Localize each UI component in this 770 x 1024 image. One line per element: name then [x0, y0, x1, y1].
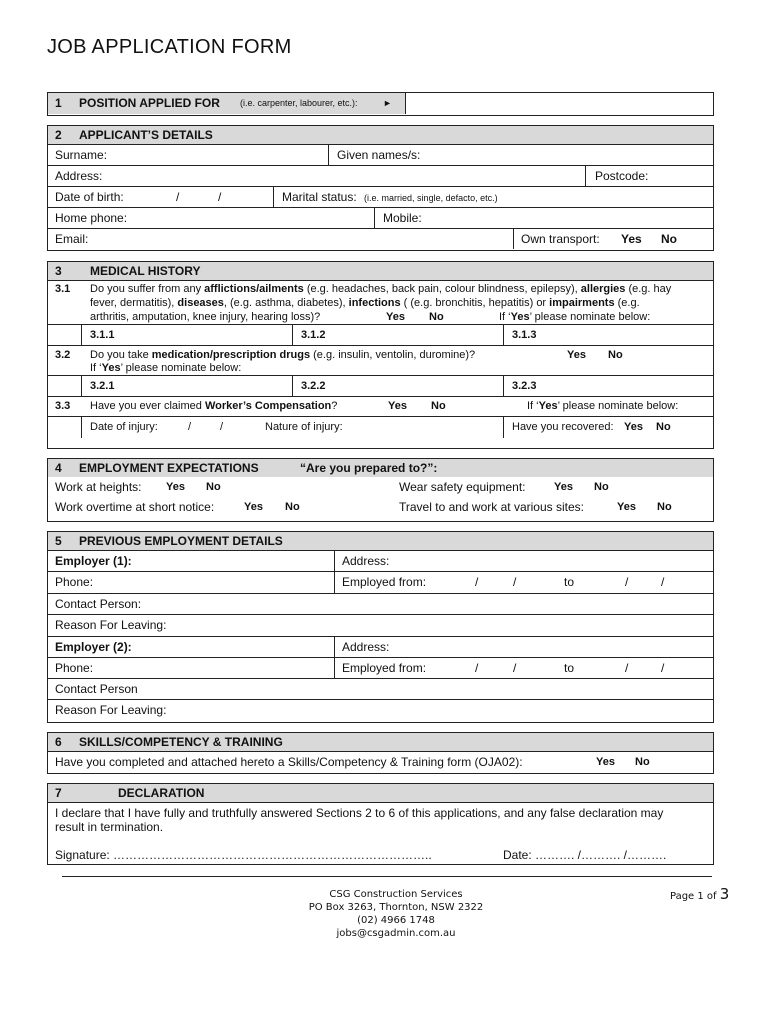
date-separator: / [513, 661, 517, 675]
heights-no-option[interactable]: No [206, 481, 221, 493]
date-separator: / [176, 190, 180, 204]
given-names-field[interactable] [328, 145, 713, 165]
transport-yes-option[interactable]: Yes [621, 232, 642, 246]
employer2-address-field[interactable]: Address: [334, 637, 713, 657]
overtime-no-option[interactable]: No [285, 501, 300, 513]
skills-no-option[interactable]: No [635, 756, 650, 768]
section-position [47, 92, 714, 116]
q32-yes-option[interactable]: Yes [567, 349, 586, 361]
home-phone-field[interactable] [48, 208, 374, 228]
section-declaration [47, 783, 714, 865]
date-separator: / [220, 421, 224, 433]
email-address: jobs@csgadmin.com.au [336, 928, 456, 939]
q32-no-option[interactable]: No [608, 349, 623, 361]
answer-field-323[interactable]: 3.2.3 [503, 376, 713, 396]
email-field[interactable] [48, 229, 513, 249]
question-text: arthritis, amputation, knee injury, hearing loss)? [90, 311, 321, 323]
home-phone-label: Home phone: [55, 211, 128, 225]
heights-yes-option[interactable]: Yes [166, 481, 185, 493]
postcode-field[interactable] [585, 166, 713, 186]
question-text: Do you take medication/prescription drugs (e.g. insulin, ventolin, duromine)? [90, 349, 476, 361]
section-expectations [47, 458, 714, 522]
employer2-reason-field[interactable]: Reason For Leaving: [48, 699, 713, 720]
date-separator: / [218, 190, 222, 204]
employer1-address-field[interactable]: Address: [334, 551, 713, 571]
section-label: EMPLOYMENT EXPECTATIONS [79, 461, 259, 475]
travel-label: Travel to and work at various sites: [399, 500, 584, 514]
dob-field[interactable] [48, 187, 273, 207]
question-text: Have you ever claimed Worker’s Compensation? [90, 400, 338, 412]
recovered-label: Have you recovered: [512, 421, 614, 433]
marital-field[interactable] [273, 187, 713, 207]
given-names-label: Given names/s: [337, 148, 421, 162]
dob-label: Date of birth: [55, 190, 124, 204]
surname-label: Surname: [55, 148, 108, 162]
q33-no-option[interactable]: No [431, 400, 446, 412]
question-number: 3.1 [55, 283, 71, 295]
skills-question: Have you completed and attached hereto a Skills/Competency & Training form (OJA02): [55, 755, 523, 769]
position-field[interactable] [405, 93, 713, 114]
answer-field-321[interactable]: 3.2.1 [81, 376, 292, 396]
question-text: Do you suffer from any afflictions/ailments (e.g. headaches, back pain, colour blindness, epilepsy), allergies (e.g. hay [90, 283, 672, 295]
section-number: 7 [55, 786, 62, 800]
section-label: APPLICANT’S DETAILS [79, 128, 213, 142]
q33-yes-option[interactable]: Yes [388, 400, 407, 412]
date-separator: / [661, 661, 665, 675]
section-number: 3 [55, 264, 62, 278]
employer2-contact-field[interactable]: Contact Person [48, 678, 713, 699]
footer-contact [246, 888, 546, 940]
employer1-contact-field[interactable]: Contact Person: [48, 593, 713, 614]
section-medical [47, 261, 714, 449]
company-name: CSG Construction Services [329, 889, 463, 900]
date-separator: / [188, 421, 192, 433]
transport-label: Own transport: [521, 232, 600, 246]
overtime-yes-option[interactable]: Yes [244, 501, 263, 513]
section-previous-employment [47, 531, 714, 723]
q31-no-option[interactable]: No [429, 311, 444, 323]
section-number: 2 [55, 128, 62, 142]
page-number: Page 1 of 3 [670, 885, 730, 903]
section-number: 6 [55, 735, 62, 749]
question-number: 3.2 [55, 349, 71, 361]
employer1-phone-field[interactable]: Phone: [55, 575, 94, 589]
injury-date-field[interactable]: Date of injury: / / [81, 417, 257, 438]
section-label: PREVIOUS EMPLOYMENT DETAILS [79, 534, 283, 548]
question-text: fever, dermatitis), diseases, (e.g. asthma, diabetes), infections ( (e.g. bronchitis, hepatitis) or impairments (e.g. [90, 297, 640, 309]
heights-label: Work at heights: [55, 480, 142, 494]
page-title: JOB APPLICATION FORM [47, 36, 292, 58]
employer2-phone-field[interactable]: Phone: [55, 661, 94, 675]
date-field[interactable]: Date: ………. /………. /………. [503, 848, 667, 862]
prepared-label: “Are you prepared to?”: [300, 461, 438, 475]
section-number: 5 [55, 534, 62, 548]
section-label: MEDICAL HISTORY [90, 264, 201, 278]
section-label: SKILLS/COMPETENCY & TRAINING [79, 735, 283, 749]
employer2-dates-field[interactable]: Employed from: / / to / / [334, 658, 713, 678]
date-separator: / [625, 575, 629, 589]
address-field[interactable] [48, 166, 585, 186]
nominate-text: If ‘Yes’ please nominate below: [499, 311, 651, 323]
marital-hint: (i.e. married, single, defacto, etc.) [364, 193, 498, 203]
to-label: to [564, 575, 575, 589]
recovered-no-option[interactable]: No [656, 421, 671, 433]
safety-no-option[interactable]: No [594, 481, 609, 493]
employer1-reason-field[interactable]: Reason For Leaving: [48, 614, 713, 636]
answer-field-313[interactable]: 3.1.3 [503, 325, 713, 345]
date-separator: / [475, 661, 479, 675]
date-separator: / [513, 575, 517, 589]
nominate-text: If ‘Yes’ please nominate below: [527, 400, 679, 412]
arrow-icon: ► [383, 98, 392, 108]
transport-no-option[interactable]: No [661, 232, 677, 246]
postal-address: PO Box 3263, Thornton, NSW 2322 [308, 902, 484, 913]
employer1-field[interactable]: Employer (1): [55, 554, 132, 568]
answer-field-322[interactable]: 3.2.2 [292, 376, 503, 396]
section-number: 1 [55, 96, 62, 110]
section-applicant [47, 125, 714, 251]
to-label: to [564, 661, 575, 675]
declaration-text: result in termination. [55, 820, 164, 834]
email-label: Email: [55, 232, 89, 246]
employer1-dates-field[interactable]: Employed from: / / to / / [334, 572, 713, 593]
mobile-field[interactable] [374, 208, 713, 228]
date-separator: / [661, 575, 665, 589]
phone-number: (02) 4966 1748 [357, 915, 435, 926]
position-hint: (i.e. carpenter, labourer, etc.): [240, 98, 358, 108]
recovered-yes-option[interactable]: Yes [624, 421, 643, 433]
declaration-text: I declare that I have fully and truthfully answered Sections 2 to 6 of this applications, and any false declaration may [55, 806, 664, 820]
section-number: 4 [55, 461, 62, 475]
safety-label: Wear safety equipment: [399, 480, 526, 494]
section-label: DECLARATION [118, 786, 205, 800]
section-label: POSITION APPLIED FOR [79, 96, 220, 110]
surname-field[interactable] [48, 145, 328, 165]
employer2-field[interactable]: Employer (2): [55, 640, 132, 654]
mobile-label: Mobile: [383, 211, 422, 225]
postcode-label: Postcode: [595, 169, 649, 183]
section-skills [47, 732, 714, 774]
signature-field[interactable]: Signature: …………………………………………………………………….. [55, 848, 432, 862]
address-label: Address: [55, 169, 103, 183]
safety-yes-option[interactable]: Yes [554, 481, 573, 493]
question-number: 3.3 [55, 400, 71, 412]
q31-yes-option[interactable]: Yes [386, 311, 405, 323]
nominate-text: If ‘Yes’ please nominate below: [90, 362, 242, 374]
date-separator: / [625, 661, 629, 675]
travel-yes-option[interactable]: Yes [617, 501, 636, 513]
injury-nature-field[interactable]: Nature of injury: [265, 421, 343, 433]
footer-divider [62, 876, 712, 877]
marital-label: Marital status: [282, 190, 357, 204]
skills-yes-option[interactable]: Yes [596, 756, 615, 768]
answer-field-311[interactable]: 3.1.1 [81, 325, 292, 345]
date-separator: / [475, 575, 479, 589]
travel-no-option[interactable]: No [657, 501, 672, 513]
overtime-label: Work overtime at short notice: [55, 500, 215, 514]
answer-field-312[interactable]: 3.1.2 [292, 325, 503, 345]
